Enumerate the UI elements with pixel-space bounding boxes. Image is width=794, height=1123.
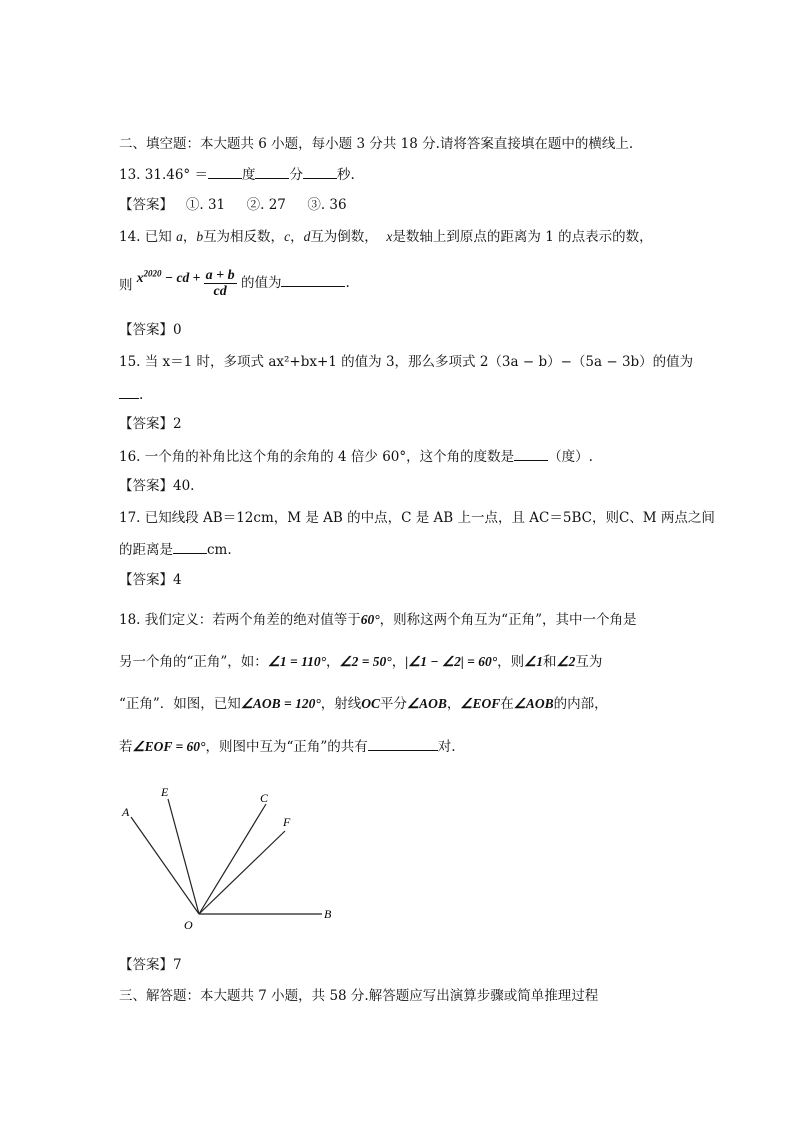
- section-3-heading: 三、解答题：本大题共 7 小题，共 58 分.解答题应写出演算步骤或简单推理过程: [119, 988, 599, 1004]
- question-15: 15. 当 x＝1 时，多项式 ax²+bx+1 的值为 3，那么多项式 2（3a − b）−（5a − 3b）的值为: [119, 354, 694, 370]
- q18-text: 平分: [380, 696, 408, 712]
- var-c: c: [284, 229, 291, 244]
- q14-fraction: [204, 268, 237, 299]
- answer-label: 【答案】: [119, 197, 173, 213]
- q18-text: 在: [500, 696, 514, 712]
- label-a: A: [122, 805, 130, 819]
- ray-oe: [168, 799, 199, 914]
- label-e: E: [161, 785, 169, 799]
- q18-text: ，则图中互为“正角”的共有: [205, 739, 368, 755]
- q17-suffix: cm.: [207, 542, 232, 558]
- q18-math: ∠EOF = 60°: [132, 739, 206, 754]
- q14-comma: ，: [290, 229, 304, 245]
- q18-text: ，则: [497, 654, 525, 670]
- question-17-line-2: [119, 539, 232, 560]
- q18-blank[interactable]: [368, 736, 438, 751]
- q17-blank[interactable]: [173, 539, 207, 554]
- fraction-denominator: cd: [213, 283, 227, 299]
- q13-prefix: 13. 31.46° ＝: [119, 167, 208, 183]
- question-18-line-2: [119, 652, 602, 672]
- q14-prefix: 则: [119, 277, 133, 294]
- question-18-line-4: [119, 736, 456, 757]
- q15-answer: 【答案】2: [119, 416, 182, 432]
- ray-oa: [131, 817, 199, 914]
- q13-answer-1: ①. 31: [185, 197, 226, 213]
- var-b: b: [196, 229, 204, 244]
- q18-math: ∠AOB: [513, 696, 554, 711]
- q18-text: ，则称这两个角互为“正角”，其中一个角是: [379, 612, 637, 628]
- expr-exponent: 2020: [143, 268, 162, 278]
- question-18-line-1: [119, 610, 636, 630]
- var-x: x: [386, 229, 393, 244]
- q16-blank[interactable]: [514, 446, 548, 461]
- q18-text: 对.: [437, 739, 456, 755]
- label-c: C: [260, 791, 269, 805]
- q14-text: 互为倒数，: [310, 229, 378, 245]
- q15-blank[interactable]: [119, 384, 139, 399]
- var-a: a: [176, 229, 183, 244]
- q13-blank-2[interactable]: [255, 164, 289, 179]
- q14-text: 14. 已知: [119, 229, 172, 245]
- q13-unit-1: 度: [241, 167, 256, 183]
- q13-answer-2: ②. 27: [246, 197, 286, 213]
- q18-math: OC: [361, 696, 381, 711]
- q14-blank[interactable]: [281, 272, 345, 287]
- q18-math: ∠EOF: [460, 696, 501, 711]
- q18-text: 和: [543, 654, 557, 670]
- angle-figure: [110, 780, 350, 940]
- section-2-heading: 二、填空题：本大题共 6 小题，每小题 3 分共 18 分.请将答案直接填在题中的横线上.: [119, 136, 634, 152]
- q18-text: ，: [391, 654, 406, 670]
- q18-math: ∠AOB: [407, 696, 447, 711]
- q14-comma: ，: [182, 229, 197, 245]
- q18-text: 若: [119, 739, 133, 755]
- q14-text: 互为相反数，: [203, 229, 285, 245]
- q16-answer: 【答案】40.: [119, 478, 195, 494]
- label-b: B: [324, 907, 332, 921]
- q18-text: 另一个角的“正角”，如：: [119, 654, 268, 670]
- q14-suffix: 的值为: [240, 274, 282, 291]
- q18-text: 互为: [575, 654, 603, 670]
- question-13: [119, 164, 355, 185]
- q14-end: .: [345, 274, 350, 291]
- q16-suffix: （度）.: [548, 449, 593, 465]
- var-d: d: [303, 229, 311, 244]
- q15-end: .: [139, 387, 144, 403]
- q17-answer: 【答案】4: [119, 572, 182, 588]
- q13-answer-3: ③. 36: [307, 197, 347, 213]
- q17-prefix: 的距离是: [119, 542, 173, 558]
- q18-math: ∠AOB = 120°: [240, 696, 321, 711]
- q18-answer: 【答案】7: [119, 957, 182, 973]
- q14-answer: 【答案】0: [119, 322, 182, 338]
- q18-text: 的内部，: [553, 696, 608, 712]
- q13-answer: [119, 195, 347, 215]
- q13-blank-3[interactable]: [303, 164, 337, 179]
- expr-mid: − cd +: [161, 269, 204, 285]
- q13-unit-3: 秒.: [336, 167, 355, 183]
- label-f: F: [283, 815, 291, 829]
- question-16: [119, 446, 593, 467]
- q18-math: ∠1: [524, 654, 544, 669]
- q18-text: ，: [446, 696, 461, 712]
- q18-text: “正角”．如图，已知: [119, 696, 241, 712]
- question-14-line-1: [119, 227, 653, 247]
- q18-text: ，: [326, 654, 340, 670]
- q13-blank-1[interactable]: [208, 164, 242, 179]
- q14-expression: [137, 270, 204, 285]
- question-15-line-2: [119, 384, 143, 405]
- q16-text: 16. 一个角的补角比这个角的余角的 4 倍少 60°，这个角的度数是: [119, 449, 515, 465]
- q18-math: ∠2: [556, 654, 576, 669]
- q18-math: ∠2 = 50°: [339, 654, 392, 669]
- label-o: O: [184, 918, 193, 932]
- fraction-numerator: a + b: [205, 267, 235, 283]
- q13-unit-2: 分: [289, 167, 303, 183]
- q18-math: |∠1 − ∠2| = 60°: [405, 654, 498, 669]
- q18-text: 18. 我们定义：若两个角差的绝对值等于: [119, 612, 361, 628]
- q14-text: 是数轴上到原点的距离为 1 的点表示的数，: [392, 229, 653, 245]
- q18-text: ，射线: [320, 696, 362, 712]
- q18-math: ∠1 = 110°: [267, 654, 327, 669]
- expr-base: x: [136, 269, 144, 285]
- question-14-line-2: [119, 264, 350, 303]
- question-17: 17. 已知线段 AB＝12cm，M 是 AB 的中点，C 是 AB 上一点，且 AC＝5BC，则C、M 两点之间: [119, 510, 715, 526]
- q18-math: 60°: [360, 612, 380, 627]
- question-18-line-3: [119, 694, 608, 714]
